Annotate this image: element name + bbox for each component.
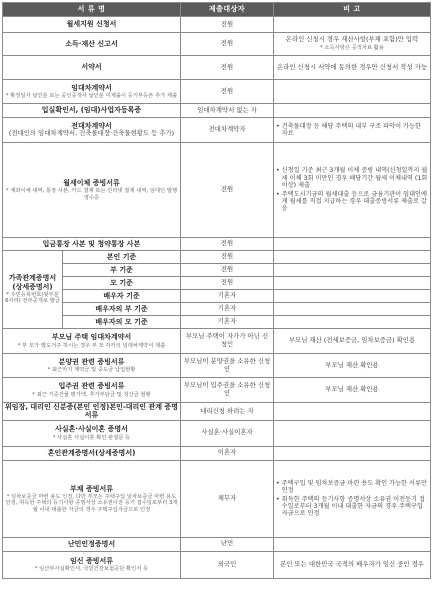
submitter-cell: 부모님이 입주권을 소유한 신청인 — [181, 378, 274, 403]
remarks-cell — [274, 251, 431, 264]
submitter-cell: 임대차계약서 없는 자 — [181, 104, 274, 118]
submitter-cell: 전원 — [181, 251, 274, 264]
table-row — [3, 277, 431, 290]
doc-name-cell — [3, 420, 181, 446]
doc-name-cell — [3, 80, 181, 104]
doc-name: 월세이체 증빙서류 — [63, 178, 120, 187]
submitter-cell: 전원 — [181, 238, 274, 251]
relation-cell: 배우자 기준 — [63, 290, 181, 303]
header-document-type: 서 류 명 — [3, 3, 181, 17]
table-row — [3, 17, 431, 33]
remarks-cell — [274, 33, 431, 56]
submitter-cell: 대리신청 하려는 자 — [181, 403, 274, 421]
submitter-cell: 전원 — [181, 17, 274, 33]
doc-note: * 주민등록번호(뒷부분 6자리) 전부공개로 발급 — [5, 292, 60, 305]
remarks-cell: 온라인 신청시 서약에 동의한 경우만 신청서 작성 가능 — [274, 56, 431, 80]
doc-name: 서약서 — [3, 56, 181, 80]
remarks-cell: 부모님 재산 확인용 — [274, 354, 431, 378]
bullet-icon: • — [276, 479, 280, 487]
bullet-icon: • — [276, 190, 280, 198]
remarks-cell — [274, 537, 431, 551]
doc-name: 분양권 관련 증빙서류 — [58, 357, 125, 366]
doc-name: 전대차계약서 — [71, 121, 112, 130]
remarks-bullet — [276, 191, 428, 213]
doc-name-cell — [3, 354, 181, 378]
doc-note: * 임산부사실확인서, 국민건강보험공단 확인서 등 — [34, 566, 149, 573]
remarks-cell — [274, 143, 431, 238]
doc-name: 입주권 관련 증빙서류 — [58, 382, 125, 391]
remarks-cell: 부모님 재산 (전세보증금, 임차보증금) 확인용 — [274, 329, 431, 354]
table-row — [3, 33, 431, 56]
remarks-cell: 부모님 재산 확인용 — [274, 378, 431, 403]
table-row — [3, 329, 431, 354]
table-row — [3, 80, 431, 104]
remarks-bullet-text: 주택도시기금의 월세대출 등으로 금융기관이 임대인에게 월세를 직접 지급하는 경우 대출증빙서류 제출로 갈음 — [281, 190, 428, 213]
submitter-cell: 채무자 — [181, 460, 274, 537]
table-row — [3, 56, 431, 80]
doc-name: 임대차계약서 — [71, 83, 112, 92]
relation-cell: 부 기준 — [63, 264, 181, 277]
remarks-cell: 본인 또는 대한민국 국적의 배우자가 임신 중인 경우 — [274, 551, 431, 578]
table-row — [3, 403, 431, 421]
doc-note: * 계좌이체 내역, 통장 사본, 카드 결제 또는 인터넷 결제 내역, 임대인 발행 영수증 — [5, 188, 178, 201]
table-row — [3, 118, 431, 143]
remarks-cell — [274, 118, 431, 143]
submitter-cell: 전원 — [181, 80, 274, 104]
remarks-bullet-text: 취득한 주택의 등기사항 증명서상 소유권 이전등기 접수일로부터 3개월 이내 대출한 자금의 경우 주택구입자금으로 인정 — [281, 495, 425, 518]
relation-cell: 배우자의 모 기준 — [63, 316, 181, 329]
doc-name-cell — [3, 551, 181, 578]
header-submitter: 제출대상자 — [181, 3, 274, 17]
submitter-cell: 전원 — [181, 264, 274, 277]
submitter-cell: 기혼자 — [181, 290, 274, 303]
table-row — [3, 251, 431, 264]
remarks-cell — [274, 460, 431, 537]
remarks-bullet — [276, 496, 428, 518]
remarks-bullet — [276, 167, 428, 189]
doc-note: * 사실혼 사실이혼 확인 판결문 등 — [52, 434, 131, 441]
submitter-cell: 부모님 주택이 자가가 아닌 신청인 — [181, 329, 274, 354]
submitter-cell: 이혼자 — [181, 446, 274, 460]
relation-cell: 본인 기준 — [63, 251, 181, 264]
remarks-bullet — [276, 480, 428, 495]
table-row — [3, 264, 431, 277]
remarks-bullet-text: 건축물대장 등 해당 주택의 내부 구조 파악이 가능한 자료 — [281, 122, 421, 137]
submitter-cell: 전원 — [181, 33, 274, 56]
submitter-cell: 기혼자 — [181, 303, 274, 316]
table-row — [3, 354, 431, 378]
submitter-cell: 전대차계약자 — [181, 118, 274, 143]
table-row — [3, 290, 431, 303]
doc-name: 혼인관계증명서(상세증명서) — [3, 446, 181, 460]
table-row — [3, 446, 431, 460]
table-row — [3, 537, 431, 551]
table-row — [3, 420, 431, 446]
remarks-cell — [274, 446, 431, 460]
doc-name-cell — [3, 143, 181, 238]
doc-note: * 최근까지 계약금 및 중도금 납입현황 — [47, 367, 136, 374]
submitter-cell: 사실혼·사실이혼자 — [181, 420, 274, 446]
submitter-cell: 부모님이 분양권을 소유한 신청인 — [181, 354, 274, 378]
remarks-cell — [274, 17, 431, 33]
doc-note: * 임차보증금 마련 용도 인정, 다만 부모는 주택구입 임차보증금 마련 용도 인정, 취득한 주택의 등기사항 증명서상 소유권이전 등기 접수일로부터 3개월 이내 대출한 자금의 경우 주택구입자금으로 인정 — [5, 493, 178, 513]
bullet-icon: • — [276, 167, 280, 175]
remarks-text: 온라인 신청시 경우 재산사항(부채 포함)만 입력 — [285, 35, 419, 44]
doc-name-cell — [3, 118, 181, 143]
doc-name-cell — [3, 378, 181, 403]
bullet-icon: • — [276, 122, 280, 130]
doc-name-cell — [3, 33, 181, 56]
remarks-bullet-text: 신청일 기준 최근 3개월 이체 증빙 내역(신청일까지 월세 이체 3회 미만인 경우 해당기간 월세 이체내역 (1회 이상) 제출 — [281, 167, 428, 190]
doc-name-cell — [3, 329, 181, 354]
family-doc-cell — [3, 251, 63, 329]
header-remarks: 비 고 — [274, 3, 431, 17]
doc-name: 가족관계증명서 (상세증명서) — [8, 274, 57, 291]
table-row — [3, 460, 431, 537]
doc-name: 부모님 주택 임대차계약서 — [51, 333, 132, 342]
remarks-bullet — [276, 123, 428, 138]
remarks-note: * 소득사항은 공적자료 활용 — [320, 45, 385, 51]
relation-cell: 배우자의 부 기준 — [63, 303, 181, 316]
table-row — [3, 303, 431, 316]
remarks-cell — [274, 264, 431, 277]
submitter-cell: 전원 — [181, 143, 274, 238]
bullet-icon: • — [276, 495, 280, 503]
table-row — [3, 143, 431, 238]
doc-name: 소득·재산 신고서 — [65, 39, 118, 48]
table-row — [3, 316, 431, 329]
submitter-cell: 기혼자 — [181, 316, 274, 329]
table-header — [3, 3, 431, 17]
doc-name: 월세지원 신청서 — [3, 17, 181, 33]
table-row — [3, 238, 431, 251]
remarks-cell — [274, 316, 431, 329]
doc-name: 사실혼·사실이혼 증명서 — [55, 425, 128, 434]
submitter-cell: 난민 — [181, 537, 274, 551]
remarks-cell — [274, 238, 431, 251]
submitter-cell: 전원 — [181, 56, 274, 80]
doc-name: 난민인정증명서 — [3, 537, 181, 551]
doc-name: 입금통장 사본 및 청약통장 사본 — [3, 238, 181, 251]
table-row — [3, 378, 431, 403]
submitter-cell: 외국인 — [181, 551, 274, 578]
remarks-cell — [274, 277, 431, 290]
remarks-cell — [274, 290, 431, 303]
doc-note: * 최근 기준건물 평가액, 추가부담금 및 청산금 현황 — [32, 391, 151, 398]
doc-note: * 부 모가 별도거주 하시는 경우 부 모 각각의 임대차계약서 제출 — [17, 342, 166, 349]
submitter-cell: 전원 — [181, 277, 274, 290]
doc-name: 입실확인서, (임대)사업자등록증 — [3, 104, 181, 118]
remarks-cell — [274, 104, 431, 118]
doc-name: 부채 증빙서류 — [70, 484, 114, 493]
table-row — [3, 551, 431, 578]
remarks-bullet-text: 주택구입 및 임차보증금 마련 용도 확인 가능한 서류만 인정 — [281, 479, 427, 495]
remarks-cell — [274, 303, 431, 316]
remarks-cell — [274, 80, 431, 104]
doc-note: * 확정일자 날인분 또는 공인중개사 날인분 미제출시 등기부등본 추가 제출 — [5, 93, 178, 100]
documents-table — [2, 2, 431, 579]
remarks-cell — [274, 420, 431, 446]
doc-subtext: (전대인의 임대차계약서, 건축물대장·건축물현황도 등 추가) — [8, 129, 175, 138]
doc-name: 임신 증빙서류 — [70, 556, 114, 565]
doc-name-cell — [3, 460, 181, 537]
relation-cell: 모 기준 — [63, 277, 181, 290]
table-row — [3, 104, 431, 118]
remarks-cell — [274, 403, 431, 421]
doc-name: 위임장, 대리인 신분증(본인 인정)본인-대리인 관계 증명서류 — [3, 403, 181, 421]
